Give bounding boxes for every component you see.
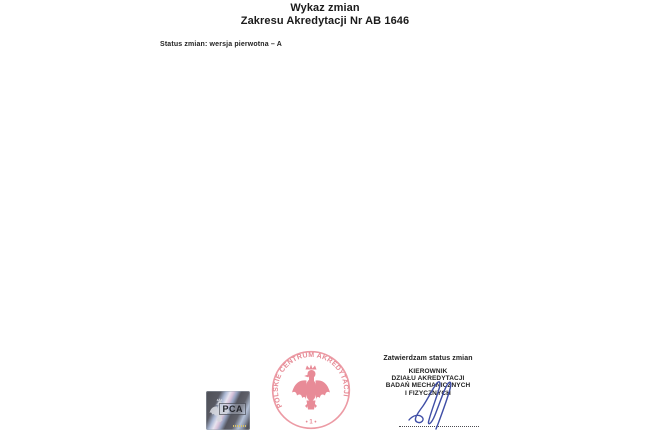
hologram-serial-strip: [233, 425, 247, 428]
pca-hologram-sticker: [206, 391, 250, 430]
approver-role-line: DZIAŁU AKREDYTACJI: [391, 375, 465, 383]
stamp-eagle-icon: [292, 365, 330, 410]
signature-dotted-line: [399, 426, 479, 427]
approval-block: [367, 355, 489, 397]
approver-role-line: KIEROWNIK: [408, 368, 448, 375]
approval-heading: Zatwierdzam status zmian: [383, 355, 473, 362]
stamp-ring-text: POLSKIE CENTRUM AKREDYTACJI: [272, 351, 350, 409]
hologram-label: PCA: [219, 403, 246, 415]
pca-round-stamp: [271, 350, 351, 430]
doc-title-line2: Zakresu Akredytacji Nr AB 1646: [240, 14, 410, 27]
approver-role-line: BADAŃ MECHANICZNYCH: [385, 382, 471, 390]
doc-title: [0, 2, 650, 27]
stamp-number: • 1 •: [305, 419, 317, 426]
approver-role-line: I FIZYCZNYCH: [405, 389, 451, 397]
doc-title-line1: Wykaz zmian: [290, 2, 360, 14]
status-line: Status zmian: wersja pierwotna – A: [160, 41, 282, 48]
